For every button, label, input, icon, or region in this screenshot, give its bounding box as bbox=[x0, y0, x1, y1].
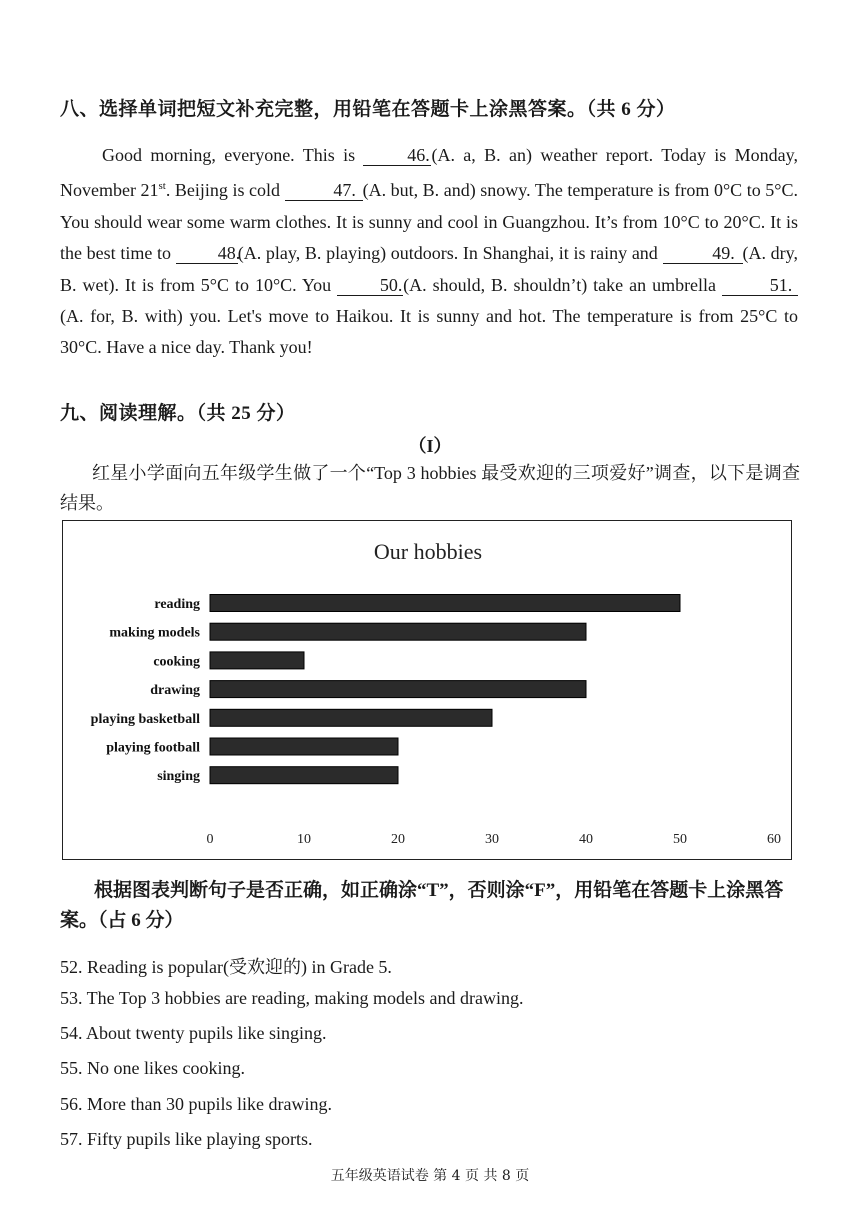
passage-text: . Beijing is cold bbox=[165, 180, 285, 201]
tf-instructions-text: 根据图表判断句子是否正确，如正确涂“T”，否则涂“F”，用铅笔在答题卡上涂黑答案。（占 bbox=[60, 880, 784, 931]
bar-cooking bbox=[210, 652, 304, 669]
category-label: reading bbox=[154, 597, 200, 612]
bar-making-models bbox=[210, 623, 586, 640]
question-56: 56. More than 30 pupils like drawing. bbox=[60, 1094, 332, 1114]
tf-points: 6 bbox=[131, 910, 141, 931]
x-tick-label: 20 bbox=[391, 832, 405, 847]
category-label: singing bbox=[157, 769, 200, 785]
category-label: playing basketball bbox=[90, 711, 200, 727]
passage-text: (A. but, B. and) snowy. The temperature is from 0°C to 5°C. You should wear some warm clothes. It is sunny and cool in Guangzhou. It’s from 10°C to 20°C. It is the best time to bbox=[60, 180, 798, 264]
section-9-heading-end: 分） bbox=[251, 403, 296, 424]
blank-49: 49. bbox=[663, 243, 743, 264]
survey-intro: 红星小学面向五年级学生做了一个“Top 3 hobbies 最受欢迎的三项爱好”调查，以下是调查结果。 bbox=[60, 463, 800, 513]
ordinal-suffix: st bbox=[158, 180, 166, 193]
passage-text: Good morning, everyone. This is bbox=[102, 145, 364, 165]
section-9-heading bbox=[60, 398, 296, 425]
category-label: cooking bbox=[153, 654, 200, 670]
tf-instructions bbox=[60, 876, 800, 936]
bar-reading bbox=[210, 595, 680, 612]
category-label: playing football bbox=[106, 740, 200, 756]
passage-text: (A. dry, B. wet). It is from 5°C to 10°C. You bbox=[60, 243, 798, 295]
section-8-points: 6 bbox=[621, 99, 632, 120]
x-tick-label: 30 bbox=[485, 832, 499, 847]
bar-drawing bbox=[210, 681, 586, 698]
bar-playing-basketball bbox=[210, 709, 492, 726]
question-54: 54. About twenty pupils like singing. bbox=[60, 1023, 327, 1043]
section-8-heading bbox=[60, 94, 676, 121]
question-55: 55. No one likes cooking. bbox=[60, 1058, 245, 1078]
passage-text: (A. should, B. shouldn’t) take an umbrella bbox=[403, 274, 723, 295]
chart-title: Our hobbies bbox=[373, 539, 483, 564]
category-label: drawing bbox=[150, 683, 200, 699]
question-52: 52. Reading is popular(受欢迎的) in Grade 5. bbox=[60, 957, 392, 977]
blank-51: 51. bbox=[722, 275, 798, 296]
x-tick-label: 60 bbox=[767, 832, 781, 847]
hobbies-chart bbox=[62, 520, 792, 860]
blank-48: 48. bbox=[176, 243, 238, 264]
bar-playing-football bbox=[210, 738, 398, 755]
x-tick-label: 50 bbox=[673, 832, 687, 847]
section-9-points: 25 bbox=[231, 403, 252, 424]
blank-47: 47. bbox=[285, 180, 363, 201]
blank-50: 50. bbox=[337, 275, 403, 296]
x-tick-label: 40 bbox=[579, 832, 593, 847]
x-tick-label: 10 bbox=[297, 832, 311, 847]
category-label: making models bbox=[109, 625, 200, 641]
blank-46: 46. bbox=[363, 145, 431, 166]
chart-svg bbox=[63, 521, 790, 858]
x-tick-label: 0 bbox=[206, 832, 214, 847]
tf-instructions-end: 分） bbox=[140, 910, 184, 931]
part-label: （I） bbox=[408, 436, 452, 456]
passage-text: (A. play, B. playing) outdoors. In Shanghai, it is rainy and bbox=[237, 243, 663, 264]
page-footer: 五年级英语试卷 第 4 页 共 8 页 bbox=[330, 1168, 530, 1184]
bar-singing bbox=[210, 767, 398, 784]
question-53: 53. The Top 3 hobbies are reading, making models and drawing. bbox=[60, 988, 524, 1008]
section-9-heading-text: 九、阅读理解。（共 bbox=[60, 403, 232, 424]
question-57: 57. Fifty pupils like playing sports. bbox=[60, 1129, 313, 1149]
section-8-heading-text: 八、选择单词把短文补充完整，用铅笔在答题卡上涂黑答案。（共 bbox=[60, 99, 622, 120]
passage-text: (A. for, B. with) you. Let's move to Haikou. It is sunny and hot. The temperature is from 25°C to 30°C. Have a nice day. Thank you! bbox=[60, 306, 798, 358]
passage-text: (A. a, B. an) weather report. Today is Monday, November 21 bbox=[60, 145, 798, 201]
cloze-passage bbox=[60, 140, 798, 364]
section-8-heading-end: 分） bbox=[631, 99, 676, 120]
